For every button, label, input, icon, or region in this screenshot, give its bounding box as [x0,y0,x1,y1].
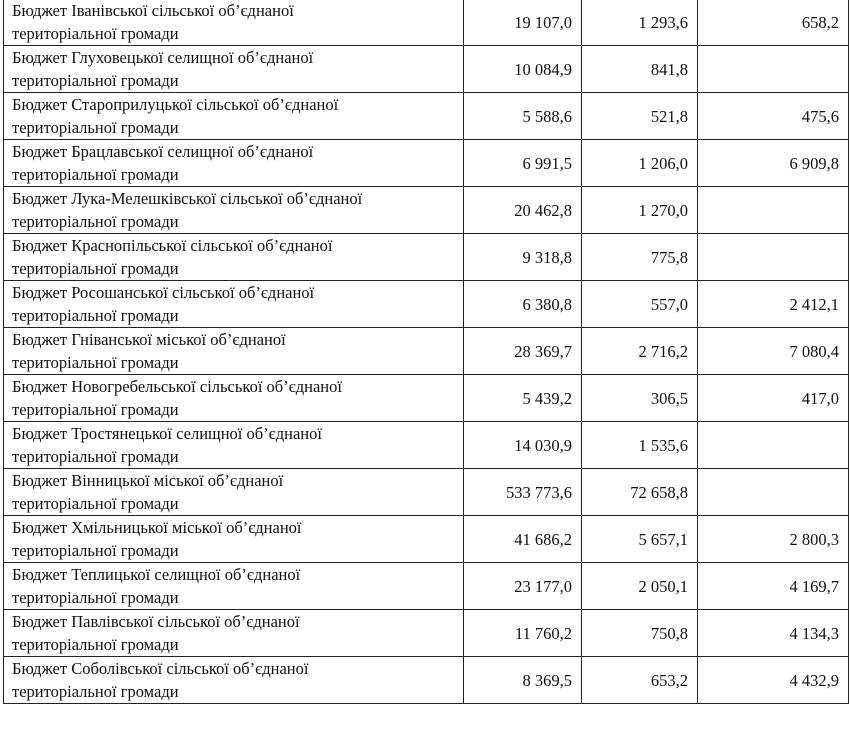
budget-name-subline: територіальної громади [12,682,179,701]
value-cell-2: 1 270,0 [582,187,698,234]
budget-name-cell [4,610,464,657]
budget-table-body [4,0,849,704]
budget-name-line: Бюджет Тростянецької селищної об’єднаної [12,424,322,443]
budget-name-cell [4,187,464,234]
value-cell-1: 9 318,8 [464,234,582,281]
value-cell-1: 41 686,2 [464,516,582,563]
value-cell-2: 653,2 [582,657,698,704]
value-cell-1: 14 030,9 [464,422,582,469]
value-cell-3 [698,234,849,281]
budget-name-line: Бюджет Новогребельської сільської об’єднаної [12,377,342,396]
value-cell-1: 28 369,7 [464,328,582,375]
budget-name-subline: територіальної громади [12,541,179,560]
value-cell-3: 7 080,4 [698,328,849,375]
value-cell-2: 2 716,2 [582,328,698,375]
value-cell-1: 23 177,0 [464,563,582,610]
budget-name-cell [4,422,464,469]
budget-name-line: Бюджет Староприлуцької сільської об’єднаної [12,95,339,114]
value-cell-3: 6 909,8 [698,140,849,187]
budget-name-line: Бюджет Павлівської сільської об’єднаної [12,612,300,631]
budget-name-subline: територіальної громади [12,588,179,607]
value-cell-2: 72 658,8 [582,469,698,516]
budget-name-line: Бюджет Іванівської сільської об’єднаної [12,1,294,20]
budget-name-subline: територіальної громади [12,259,179,278]
budget-name-subline: територіальної громади [12,306,179,325]
budget-name-line: Бюджет Краснопільської сільської об’єднаної [12,236,333,255]
value-cell-2: 750,8 [582,610,698,657]
budget-name-cell [4,375,464,422]
budget-name-subline: територіальної громади [12,635,179,654]
table-row [4,328,849,375]
value-cell-1: 19 107,0 [464,0,582,46]
value-cell-2: 5 657,1 [582,516,698,563]
value-cell-3: 4 134,3 [698,610,849,657]
value-cell-2: 841,8 [582,46,698,93]
value-cell-3 [698,422,849,469]
value-cell-1: 6 991,5 [464,140,582,187]
budget-name-cell [4,657,464,704]
budget-name-subline: територіальної громади [12,400,179,419]
value-cell-1: 6 380,8 [464,281,582,328]
budget-name-line: Бюджет Теплицької селищної об’єднаної [12,565,301,584]
value-cell-1: 10 084,9 [464,46,582,93]
value-cell-1: 20 462,8 [464,187,582,234]
budget-name-subline: територіальної громади [12,165,179,184]
budget-name-line: Бюджет Хмільницької міської об’єднаної [12,518,302,537]
budget-name-subline: територіальної громади [12,118,179,137]
budget-name-cell [4,563,464,610]
value-cell-1: 11 760,2 [464,610,582,657]
budget-name-cell [4,281,464,328]
budget-name-cell [4,234,464,281]
value-cell-3: 2 412,1 [698,281,849,328]
budget-name-cell [4,93,464,140]
value-cell-3 [698,469,849,516]
budget-name-line: Бюджет Гніванської міської об’єднаної [12,330,286,349]
value-cell-2: 557,0 [582,281,698,328]
table-row [4,657,849,704]
value-cell-3 [698,46,849,93]
table-row [4,610,849,657]
value-cell-2: 775,8 [582,234,698,281]
value-cell-1: 8 369,5 [464,657,582,704]
budget-name-cell [4,516,464,563]
value-cell-2: 306,5 [582,375,698,422]
value-cell-3: 475,6 [698,93,849,140]
value-cell-3: 4 432,9 [698,657,849,704]
value-cell-3: 4 169,7 [698,563,849,610]
budget-name-line: Бюджет Брацлавської селищної об’єднаної [12,142,314,161]
budget-name-cell [4,46,464,93]
value-cell-2: 1 535,6 [582,422,698,469]
value-cell-3: 658,2 [698,0,849,46]
budget-name-line: Бюджет Вінницької міської об’єднаної [12,471,284,490]
table-row [4,140,849,187]
budget-table [3,0,849,704]
value-cell-3: 2 800,3 [698,516,849,563]
value-cell-2: 521,8 [582,93,698,140]
table-row [4,46,849,93]
budget-name-subline: територіальної громади [12,71,179,90]
table-row [4,93,849,140]
value-cell-3: 417,0 [698,375,849,422]
budget-name-cell [4,469,464,516]
value-cell-2: 2 050,1 [582,563,698,610]
table-row [4,187,849,234]
budget-name-subline: територіальної громади [12,494,179,513]
budget-name-subline: територіальної громади [12,447,179,466]
budget-name-cell [4,140,464,187]
table-row [4,375,849,422]
value-cell-1: 5 588,6 [464,93,582,140]
table-row [4,516,849,563]
table-row [4,281,849,328]
value-cell-3 [698,187,849,234]
table-row [4,469,849,516]
budget-name-subline: територіальної громади [12,212,179,231]
value-cell-2: 1 206,0 [582,140,698,187]
table-row [4,234,849,281]
budget-name-subline: територіальної громади [12,353,179,372]
budget-name-subline: територіальної громади [12,24,179,43]
budget-name-line: Бюджет Росошанської сільської об’єднаної [12,283,315,302]
budget-name-line: Бюджет Глуховецької селищної об’єднаної [12,48,314,67]
value-cell-1: 533 773,6 [464,469,582,516]
table-row [4,563,849,610]
budget-name-cell [4,328,464,375]
table-row [4,422,849,469]
budget-name-cell [4,0,464,46]
value-cell-2: 1 293,6 [582,0,698,46]
value-cell-1: 5 439,2 [464,375,582,422]
budget-name-line: Бюджет Лука-Мелешківської сільської об’єднаної [12,189,363,208]
table-row [4,0,849,46]
budget-table-page [3,0,849,704]
budget-name-line: Бюджет Соболівської сільської об’єднаної [12,659,309,678]
